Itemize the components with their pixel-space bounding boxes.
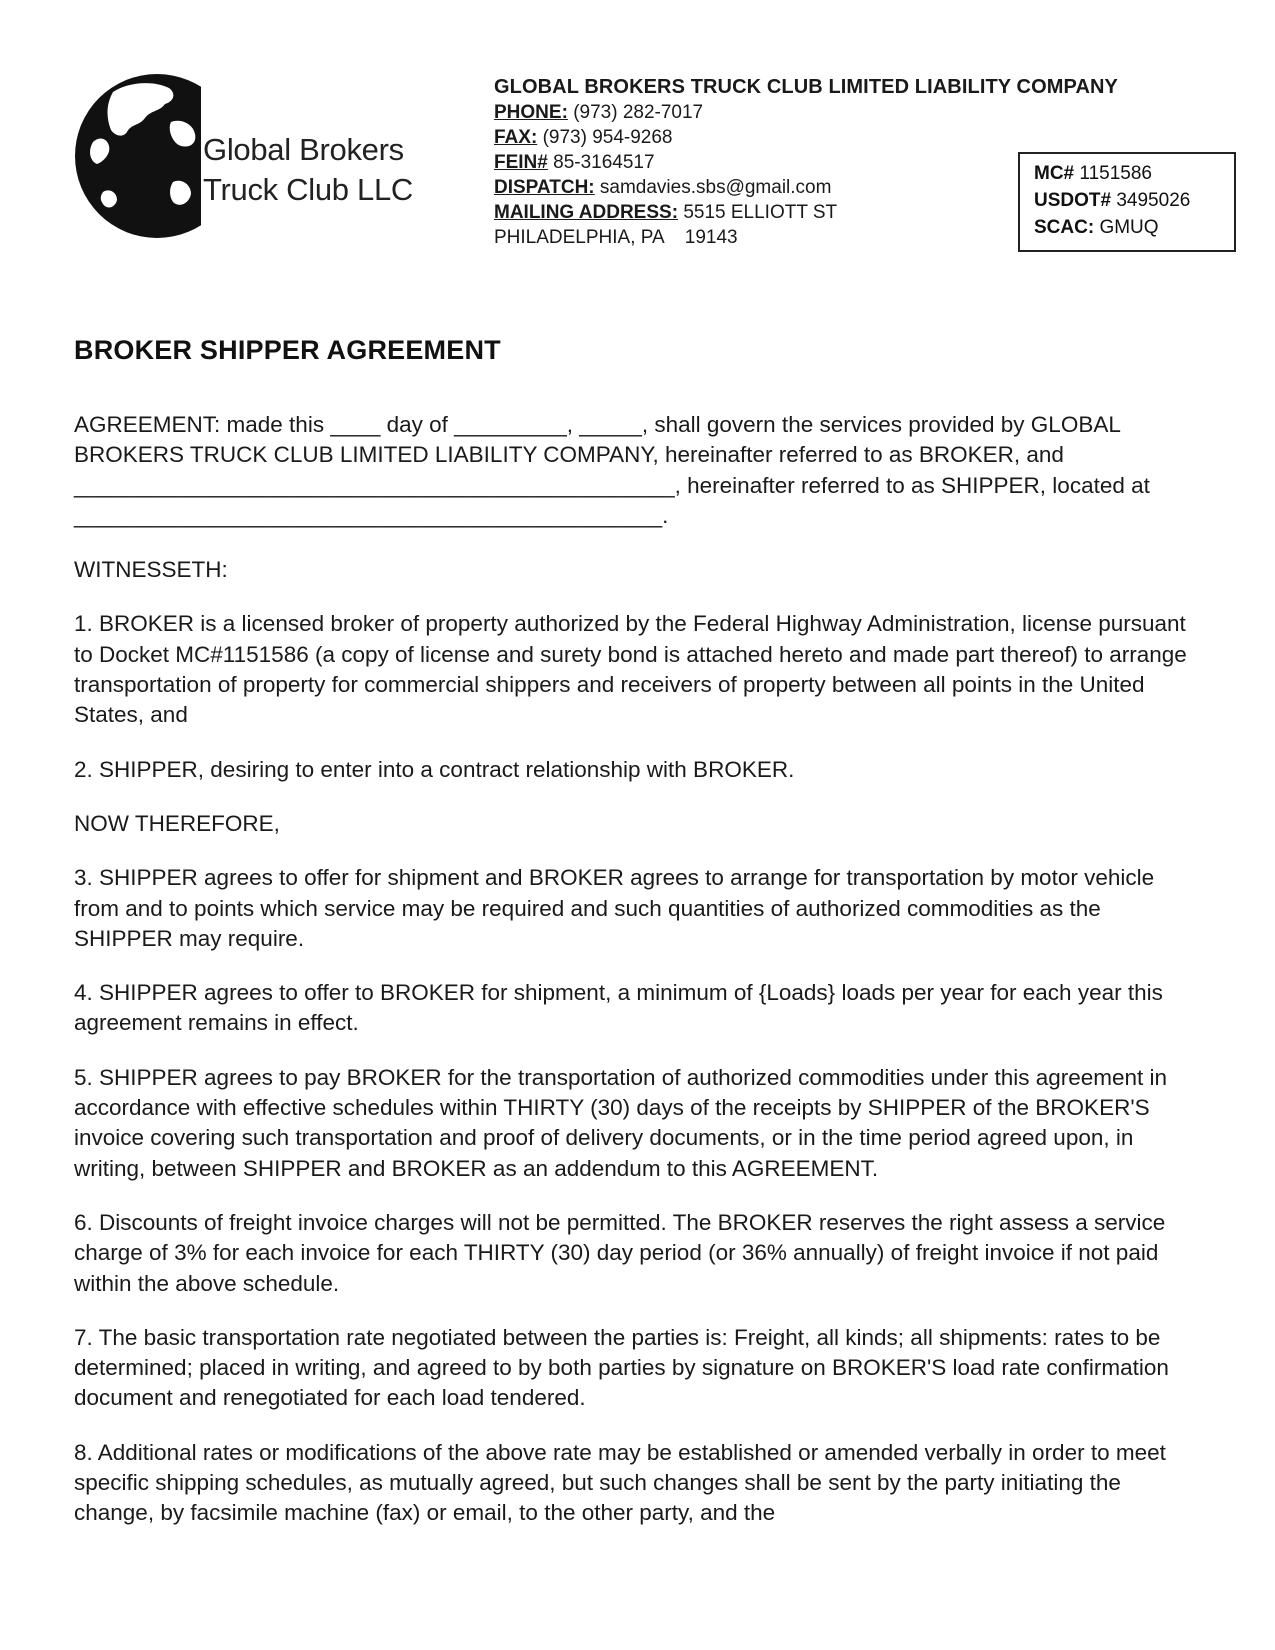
mc-row	[1034, 160, 1220, 187]
scac-label: SCAC:	[1034, 217, 1095, 238]
clause-8: 8. Additional rates or modifications of the above rate may be established or amended verbally in order to meet specific shipping schedules, as mutually agreed, but such changes shall be sent by the party initiating the change, by facsimile machine (fax) or email, to the other party, and the	[74, 1439, 1166, 1526]
mailing-street: 5515 ELLIOTT ST	[683, 202, 838, 223]
paragraph-witnesseth: WITNESSETH:	[74, 557, 228, 583]
dispatch-email: samdavies.sbs@gmail.com	[599, 177, 832, 198]
scac-value: GMUQ	[1099, 217, 1159, 238]
fax-label: FAX:	[494, 127, 538, 148]
globe-icon	[73, 72, 201, 240]
clause-6: 6. Discounts of freight invoice charges will not be permitted. The BROKER reserves the right assess a service charge of 3% for each invoice for each THIRTY (30) day period (or 36% annually) of freight invoice if not paid within the above schedule.	[74, 1209, 1166, 1296]
clause-3: 3. SHIPPER agrees to offer for shipment and BROKER agrees to arrange for transportation by motor vehicle from and to points which service may be required and such quantities of authorized commodities as the SHIPPER may require.	[74, 865, 1155, 951]
clause-7: 7. The basic transportation rate negotiated between the parties is: Freight, all kinds; all shipments: rates to be determined; placed in writing, and agreed to by both parties by signature on BROKER'S load rate confirmation document and renegotiated for each load tendered.	[74, 1324, 1169, 1411]
mailing-city: PHILADELPHIA, PA 19143	[494, 227, 738, 248]
phone-row	[494, 100, 1118, 125]
mailing-label: MAILING ADDRESS:	[494, 202, 679, 223]
usdot-value: 3495026	[1116, 190, 1191, 211]
company-name: GLOBAL BROKERS TRUCK CLUB LIMITED LIABILITY COMPANY	[494, 76, 1118, 98]
paragraph-now-therefore: NOW THEREFORE,	[74, 810, 280, 836]
document-title: BROKER SHIPPER AGREEMENT	[74, 335, 501, 365]
logo-line-2: Truck Club LLC	[203, 172, 413, 207]
phone-value: (973) 282-7017	[573, 102, 704, 123]
fax-value: (973) 954-9268	[542, 127, 673, 148]
paragraph-agreement: AGREEMENT: made this ____ day of _________, _____, shall govern the services provided by GLOBAL BROKERS TRUCK CLUB LIMITED LIABILITY COMPANY, hereinafter referred to as BROKER, and ________________________________________________, hereinafter referred to as SHIPPER, located at _______________________________________________.	[74, 412, 1150, 528]
logo-line-1: Global Brokers	[203, 132, 404, 167]
dispatch-label: DISPATCH:	[494, 177, 595, 198]
carrier-id-box	[1018, 152, 1236, 252]
agreement-body	[74, 410, 1204, 1553]
fein-label: FEIN#	[494, 152, 548, 173]
clause-4: 4. SHIPPER agrees to offer to BROKER for shipment, a minimum of {Loads} loads per year for each year this agreement remains in effect.	[74, 980, 1163, 1036]
fein-value: 85-3164517	[553, 152, 655, 173]
logo-wordmark	[203, 130, 413, 210]
company-logo	[73, 72, 453, 240]
usdot-row	[1034, 187, 1220, 214]
fax-row	[494, 125, 1118, 150]
clause-5: 5. SHIPPER agrees to pay BROKER for the transportation of authorized commodities under this agreement in accordance with effective schedules within THIRTY (30) days of the receipts by SHIPPER of the BROKER'S invoice covering such transportation and proof of delivery documents, or in the time period agreed upon, in writing, between SHIPPER and BROKER as an addendum to this AGREEMENT.	[74, 1064, 1168, 1181]
clause-2: 2. SHIPPER, desiring to enter into a contract relationship with BROKER.	[74, 756, 795, 782]
phone-label: PHONE:	[494, 102, 568, 123]
usdot-label: USDOT#	[1034, 190, 1112, 211]
clause-1: 1. BROKER is a licensed broker of property authorized by the Federal Highway Administration, license pursuant to Docket MC#1151586 (a copy of license and surety bond is attached hereto and made part thereof) to arrange transportation of property for commercial shippers and receivers of property between all points in the United States, and	[74, 611, 1187, 728]
scac-row	[1034, 214, 1220, 241]
mc-value: 1151586	[1079, 163, 1152, 184]
mc-label: MC#	[1034, 163, 1075, 184]
